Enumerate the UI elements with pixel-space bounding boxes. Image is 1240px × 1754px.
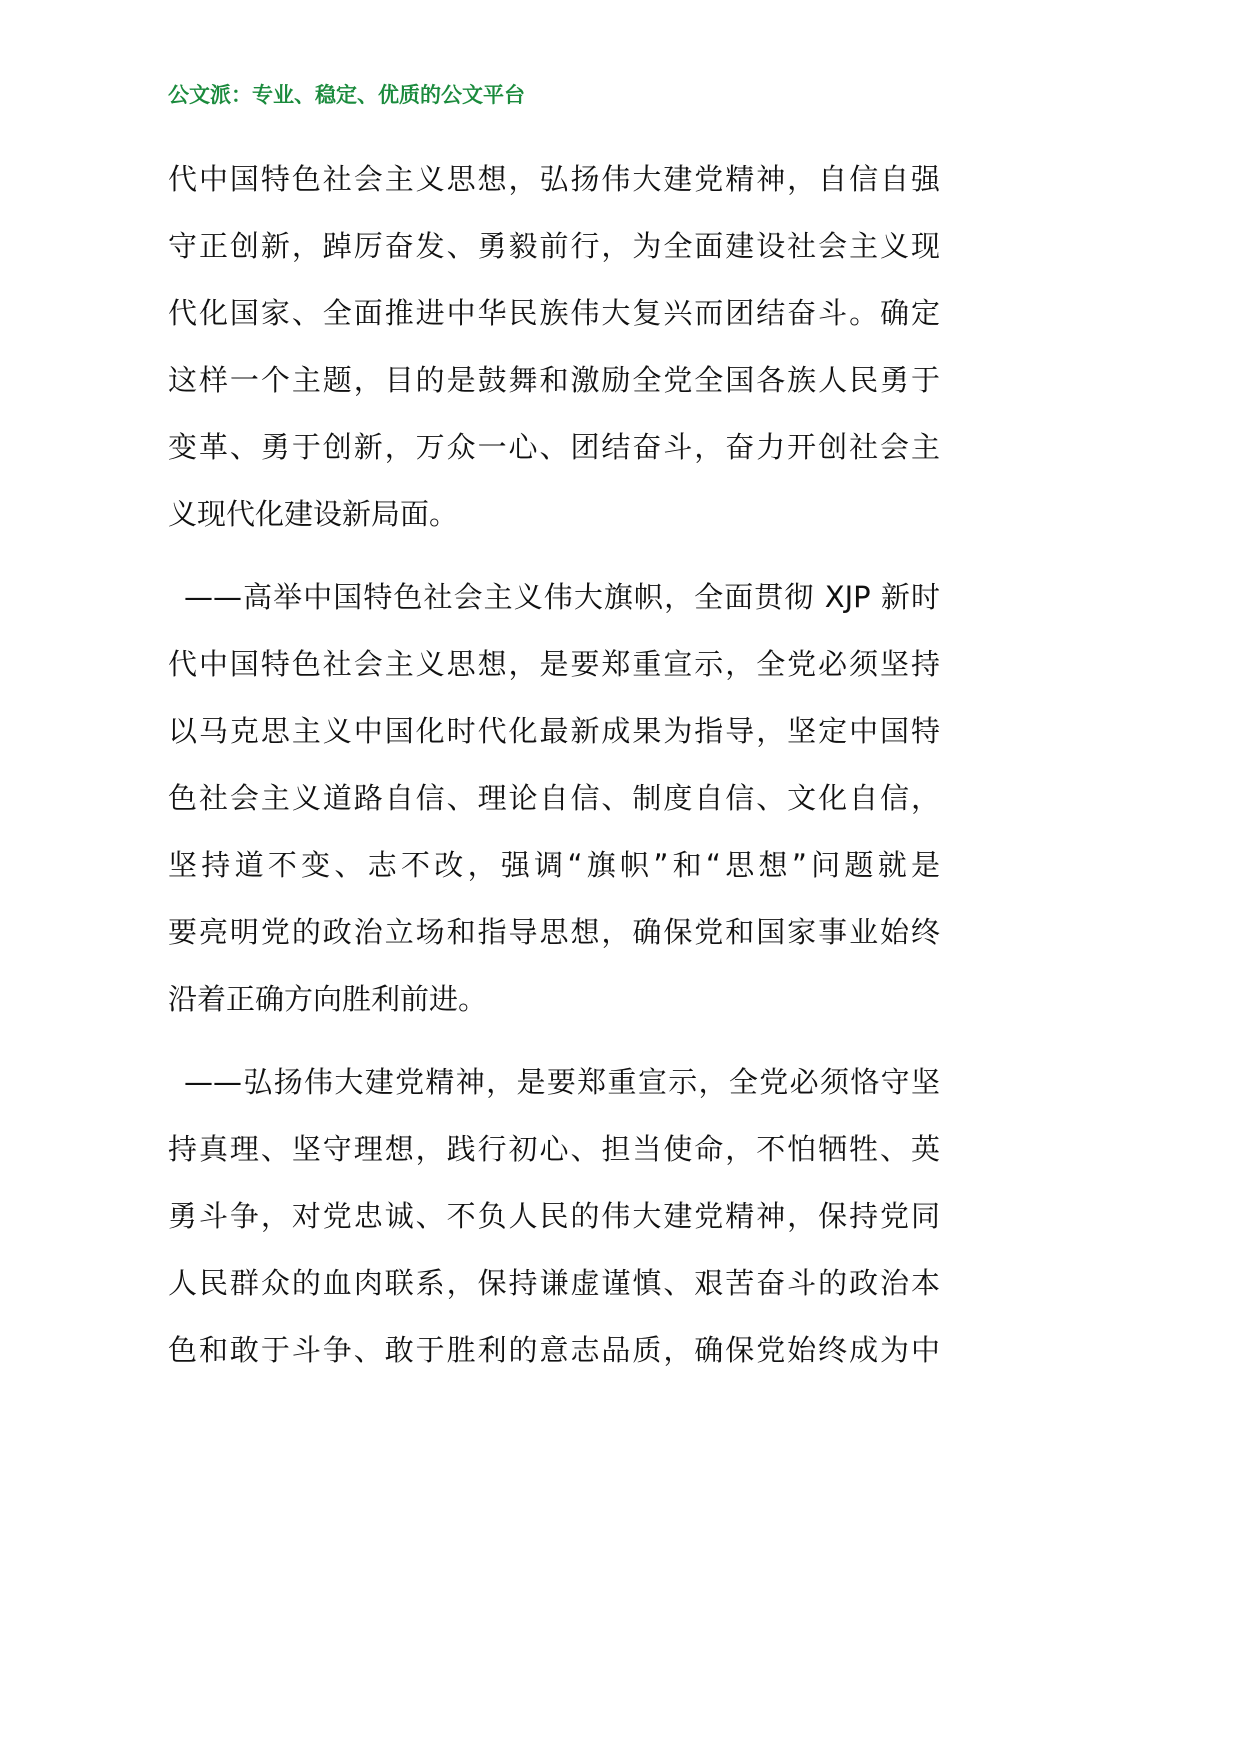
text-line: 这样一个主题，目的是鼓舞和激励全党全国各族人民勇于 bbox=[168, 363, 940, 397]
paragraph bbox=[168, 564, 940, 1033]
text-line: 代中国特色社会主义思想，是要郑重宣示，全党必须坚持 bbox=[168, 647, 940, 681]
text-line: 色和敢于斗争、敢于胜利的意志品质，确保党始终成为中 bbox=[168, 1333, 940, 1367]
paragraph-spacer bbox=[168, 1033, 940, 1049]
text-line: 要亮明党的政治立场和指导思想，确保党和国家事业始终 bbox=[168, 915, 940, 949]
text-line: 义现代化建设新局面。 bbox=[168, 497, 459, 531]
text-line: 持真理、坚守理想，践行初心、担当使命，不怕牺牲、英 bbox=[168, 1132, 940, 1166]
document-body bbox=[168, 146, 940, 1384]
text-line: 代中国特色社会主义思想，弘扬伟大建党精神，自信自强 bbox=[168, 162, 940, 196]
paragraph-spacer bbox=[168, 548, 940, 564]
paragraph bbox=[168, 146, 940, 548]
header-title: 公文派：专业、稳定、优质的公文平台 bbox=[168, 83, 525, 107]
text-line: 色社会主义道路自信、理论自信、制度自信、文化自信， bbox=[168, 781, 940, 815]
text-line: 代化国家、全面推进中华民族伟大复兴而团结奋斗。确定 bbox=[168, 296, 940, 330]
text-line: 沿着正确方向胜利前进。 bbox=[168, 982, 488, 1016]
paragraph bbox=[168, 1049, 940, 1384]
text-line: 勇斗争，对党忠诚、不负人民的伟大建党精神，保持党同 bbox=[168, 1199, 940, 1233]
text-line: ——高举中国特色社会主义伟大旗帜，全面贯彻 XJP 新时 bbox=[184, 580, 940, 614]
text-line: 坚持道不变、志不改，强调“旗帜”和“思想”问题就是 bbox=[168, 848, 940, 882]
text-line: 以马克思主义中国化时代化最新成果为指导，坚定中国特 bbox=[168, 714, 940, 748]
text-line: ——弘扬伟大建党精神，是要郑重宣示，全党必须恪守坚 bbox=[184, 1065, 940, 1099]
text-line: 变革、勇于创新，万众一心、团结奋斗，奋力开创社会主 bbox=[168, 430, 940, 464]
text-line: 人民群众的血肉联系，保持谦虚谨慎、艰苦奋斗的政治本 bbox=[168, 1266, 940, 1300]
text-line: 守正创新，踔厉奋发、勇毅前行，为全面建设社会主义现 bbox=[168, 229, 940, 263]
